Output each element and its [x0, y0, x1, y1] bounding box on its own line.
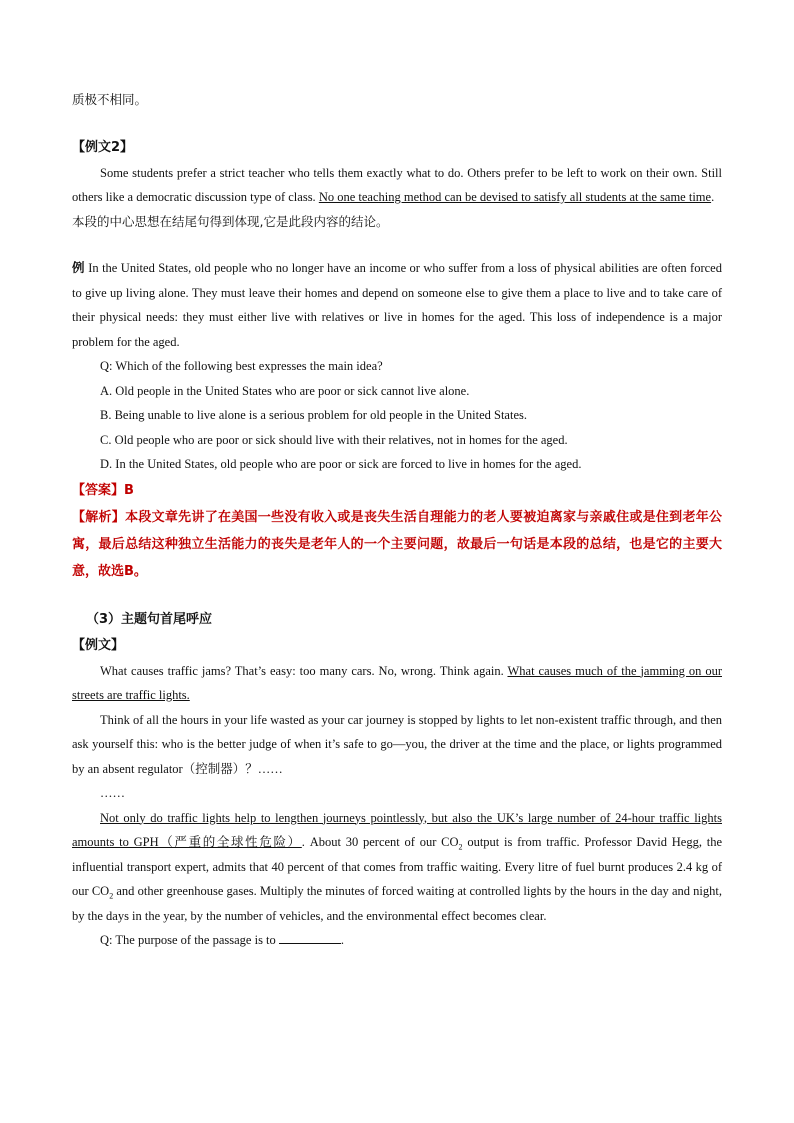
p1-text: What causes traffic jams? That’s easy: too many cars. No, wrong. Think again.	[100, 663, 508, 678]
continuation-line: 质极不相同。	[72, 92, 148, 107]
p3-topic-sentence: Not only do traffic lights help to lengthen journeys pointlessly, but also the UK’s large number of 24-hour traffic lights amounts to GPH（严重的全球性危险）	[72, 810, 722, 849]
p3-text-a: . About 30 percent of our CO	[301, 835, 459, 849]
option-c: C. Old people who are poor or sick should live with their relatives, not in homes for the aged.	[100, 432, 568, 447]
section3-ellipsis: ……	[100, 786, 125, 800]
co2-subscript: 2	[109, 891, 114, 901]
p3-text-b: output is from traffic. Professor David Hegg, the influential transport expert, admits that 40 percent of that comes from traffic waiting. Every litre of fuel burnt produces 2.4 kg of our CO	[72, 835, 722, 898]
answer-blank[interactable]	[279, 931, 341, 944]
section3-question	[72, 928, 722, 953]
question-end: .	[340, 933, 345, 947]
example3-label: 例	[72, 260, 85, 275]
example2-text: Some students prefer a strict teacher who tells them exactly what to do. Others prefer to be left to work on their own. Still others like a democratic discussion type of class.	[72, 165, 722, 204]
section3-paragraph-2: Think of all the hours in your life wasted as your car journey is stopped by lights to let non-existent traffic through, and then ask yourself this: who is the better judge of when it’s safe to go—you, the driver at the time and the place, or lights programmed by an absent regulator（控制器）？……	[72, 712, 722, 776]
analysis-text: 【解析】本段文章先讲了在美国一些没有收入或是丧失生活自理能力的老人要被迫离家与亲戚住或是住到老年公寓，最后总结这种独立生活能力的丧失是老年人的一个主要问题，故最后一句话是本段的总结，也是它的主要大意，故选B。	[72, 509, 722, 579]
option-d: D. In the United States, old people who are poor or sick are forced to live in homes for the aged.	[100, 457, 582, 471]
example3-question: Q: Which of the following best expresses the main idea?	[100, 359, 383, 373]
example2-text-end: .	[711, 190, 715, 204]
example3-paragraph	[72, 256, 722, 354]
question-text: Q: The purpose of the passage is to	[100, 933, 279, 947]
example2-label: 【例文2】	[72, 139, 134, 155]
option-b: B. Being unable to live alone is a serious problem for old people in the United States.	[100, 408, 527, 422]
section3-paragraph-3	[72, 806, 722, 929]
example2-topic-sentence: No one teaching method can be devised to satisfy all students at the same time	[318, 190, 712, 204]
option-a: A. Old people in the United States who are poor or sick cannot live alone.	[100, 383, 470, 398]
example3-passage: In the United States, old people who no longer have an income or who suffer from a loss of physical abilities are often forced to give up living alone. They must leave their homes and depend on someone else to give them a place to live and to take care of their physical needs: they must either live with relatives or live in homes for the aged. This loss of independence is a major problem for the aged.	[72, 261, 722, 349]
section3-paragraph-1	[72, 659, 722, 708]
p3-text-c: and other greenhouse gases. Multiply the minutes of forced waiting at controlled lights by the hours in the day and night, by the days in the year, by the number of vehicles, and the environmental effect becomes clear.	[72, 884, 722, 923]
example2-paragraph	[72, 161, 722, 210]
section3-label: 【例文】	[72, 637, 125, 653]
co2-subscript: 2	[458, 842, 463, 852]
section3-heading: （3）主题句首尾呼应	[86, 611, 213, 627]
answer-label: 【答案】B	[72, 482, 134, 498]
document-page	[72, 88, 722, 953]
example2-note: 本段的中心思想在结尾句得到体现,它是此段内容的结论。	[72, 213, 389, 229]
p1-topic-sentence: What causes much of the jamming on our streets are traffic lights.	[72, 663, 722, 702]
